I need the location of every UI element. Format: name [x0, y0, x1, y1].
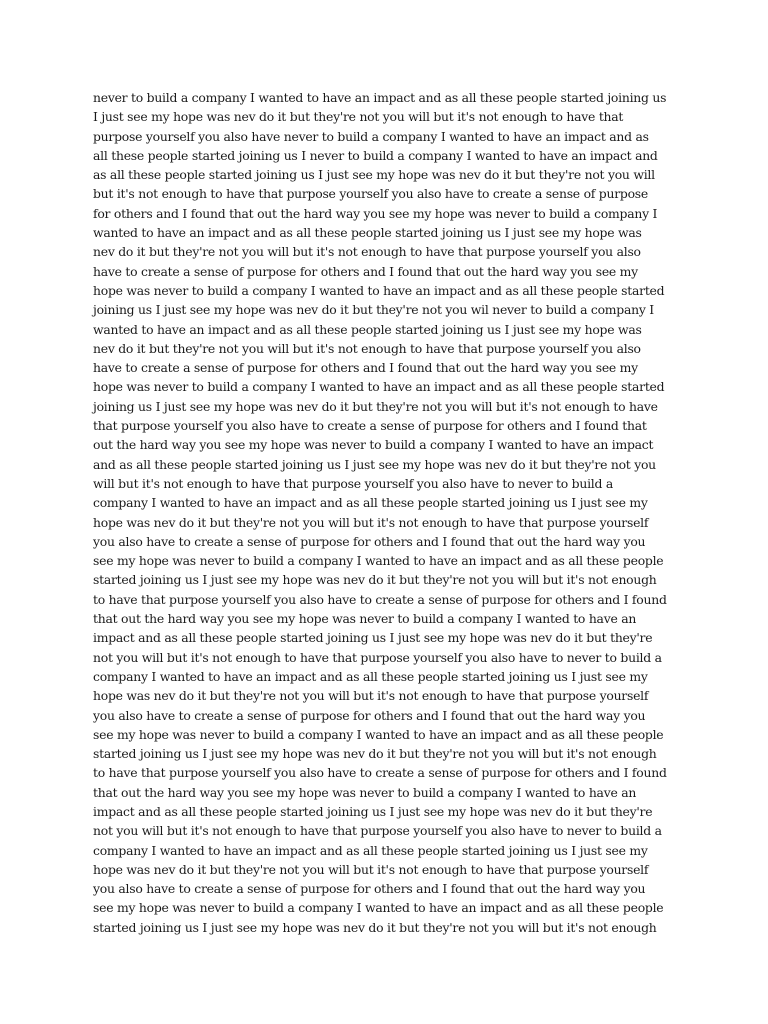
text-line: wanted to have an impact and as all these people started joining us I just see my hope was [93, 321, 642, 337]
text-line: you also have to create a sense of purpose for others and I found that out the hard way you [93, 881, 646, 897]
text-line: hope was nev do it but they're not you will but it's not enough to have that purpose yourself [93, 861, 649, 877]
text-line: will but it's not enough to have that purpose yourself you also have to never to build a [93, 475, 614, 491]
text-line: nev do it but they're not you will but it's not enough to have that purpose yourself you also [93, 340, 641, 356]
text-line: purpose yourself you also have never to build a company I wanted to have an impact and as [93, 128, 649, 144]
text-line: out the hard way you see my hope was never to build a company I wanted to have an impact [93, 437, 654, 453]
text-line: you also have to create a sense of purpose for others and I found that out the hard way you [93, 533, 646, 549]
text-line: to have that purpose yourself you also have to create a sense of purpose for others and I found [93, 765, 667, 781]
text-line: to have that purpose yourself you also have to create a sense of purpose for others and I found [93, 591, 667, 607]
text-line: company I wanted to have an impact and as all these people started joining us I just see my [93, 668, 648, 684]
text-line: and as all these people started joining us I just see my hope was nev do it but they're not you [93, 456, 656, 472]
text-line: that purpose yourself you also have to create a sense of purpose for others and I found that [93, 418, 647, 434]
text-line: but it's not enough to have that purpose yourself you also have to create a sense of purpose [93, 186, 648, 202]
text-line: have to create a sense of purpose for others and I found that out the hard way you see my [93, 263, 638, 279]
text-line: hope was nev do it but they're not you will but it's not enough to have that purpose yourself [93, 688, 649, 704]
text-line: wanted to have an impact and as all these people started joining us I just see my hope was [93, 225, 642, 241]
text-line: all these people started joining us I never to build a company I wanted to have an impact and [93, 147, 658, 163]
text-line: that out the hard way you see my hope was never to build a company I wanted to have an [93, 611, 637, 627]
text-line: nev do it but they're not you will but it's not enough to have that purpose yourself you also [93, 244, 641, 260]
text-line: see my hope was never to build a company I wanted to have an impact and as all these people [93, 553, 664, 569]
text-line: hope was never to build a company I wanted to have an impact and as all these people started [93, 282, 665, 298]
text-line: started joining us I just see my hope was nev do it but they're not you will but it's not enough [93, 572, 657, 588]
text-line: impact and as all these people started joining us I just see my hope was nev do it but they're [93, 630, 653, 646]
text-line: never to build a company I wanted to have an impact and as all these people started joining us [93, 90, 667, 105]
text-line: joining us I just see my hope was nev do it but they're not you wil never to build a company I [93, 302, 654, 318]
text-line: not you will but it's not enough to have that purpose yourself you also have to never to build a [93, 823, 662, 839]
text-line: hope was nev do it but they're not you will but it's not enough to have that purpose yourself [93, 514, 649, 530]
text-line: started joining us I just see my hope was nev do it but they're not you will but it's not enough [93, 746, 657, 762]
text-line: as all these people started joining us I just see my hope was nev do it but they're not you will [93, 167, 655, 183]
text-line: impact and as all these people started joining us I just see my hope was nev do it but they're [93, 803, 653, 819]
text-line: that out the hard way you see my hope was never to build a company I wanted to have an [93, 784, 637, 800]
text-line: company I wanted to have an impact and as all these people started joining us I just see my [93, 495, 648, 511]
text-line: for others and I found that out the hard way you see my hope was never to build a company I [93, 205, 658, 221]
text-line: see my hope was never to build a company I wanted to have an impact and as all these people [93, 726, 664, 742]
text-line: you also have to create a sense of purpose for others and I found that out the hard way you [93, 707, 646, 723]
text-line: company I wanted to have an impact and as all these people started joining us I just see my [93, 842, 648, 858]
text-line: hope was never to build a company I wanted to have an impact and as all these people started [93, 379, 665, 395]
text-line: I just see my hope was nev do it but they're not you will but it's not enough to have that [93, 109, 624, 125]
text-line: joining us I just see my hope was nev do it but they're not you will but it's not enough to have [93, 398, 658, 414]
text-line: not you will but it's not enough to have that purpose yourself you also have to never to build a [93, 649, 662, 665]
text-line: started joining us I just see my hope was nev do it but they're not you will but it's not enough [93, 919, 657, 935]
text-line: see my hope was never to build a company I wanted to have an impact and as all these people [93, 900, 664, 916]
body-text [93, 88, 693, 937]
text-line: have to create a sense of purpose for others and I found that out the hard way you see my [93, 360, 638, 376]
